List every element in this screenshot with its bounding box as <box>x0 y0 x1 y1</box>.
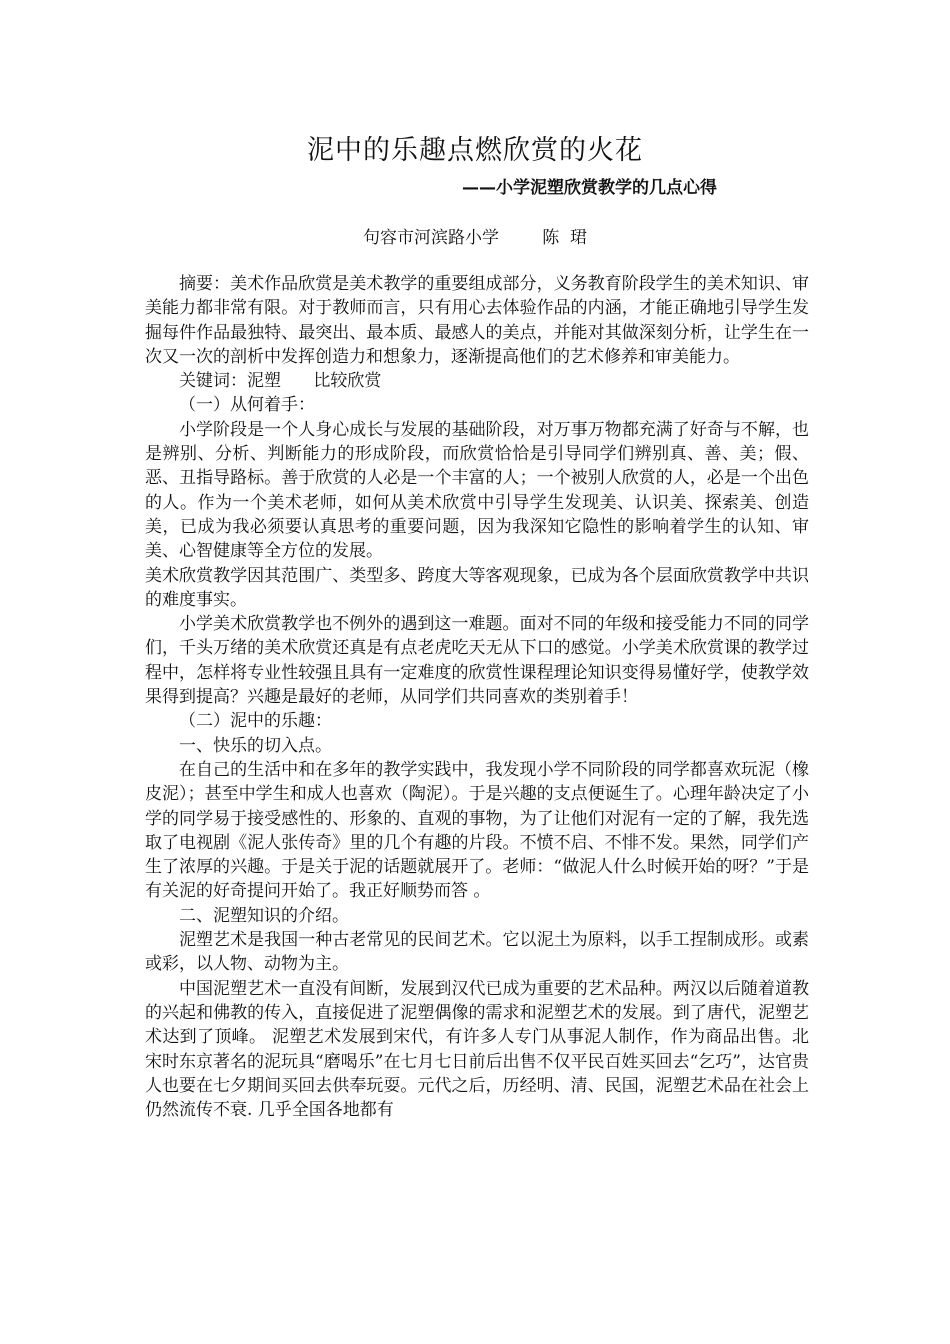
body-paragraph: 泥塑艺术是我国一种古老常见的民间艺术。它以泥土为原料，以手工捏制成形。或素或彩，以人物、动物为主。 <box>145 930 809 975</box>
body-paragraph: 美术欣赏教学因其范围广、类型多、跨度大等客观现象，已成为各个层面欣赏教学中共识的难度事实。 <box>145 565 809 610</box>
keywords-line: 关键词：泥塑 比较欣赏 <box>179 371 382 392</box>
body-paragraph: 中国泥塑艺术一直没有间断，发展到汉代已成为重要的艺术品种。两汉以后随着道教的兴起和佛教的传入，直接促进了泥塑偶像的需求和泥塑艺术的发展。到了唐代，泥塑艺术达到了顶峰。 泥塑艺术发展到宋代，有许多人专门从事泥人制作，作为商品出售。北宋时东京著名的泥玩具“磨喝乐”在七月七日前后出售不仅平民百姓买回去“乞巧”，达官贵人也要在七夕期间买回去供奉玩耍。元代之后，历经明、清、民国，泥塑艺术品在社会上仍然流传不衰. 几乎全国各地都有 <box>145 978 809 1121</box>
page-title: 泥中的乐趣点燃欣赏的火花 <box>307 135 643 166</box>
section-heading-2: （二）泥中的乐趣： <box>179 711 332 732</box>
article-body <box>145 272 809 1122</box>
body-paragraph: 小学阶段是一个人身心成长与发展的基础阶段，对万事万物都充满了好奇与不解，也是辨别、分析、判断能力的形成阶段，而欣赏恰恰是引导同学们辨别真、善、美；假、恶、丑指导路标。善于欣赏的人必是一个丰富的人；一个被别人欣赏的人，必是一个出色的人。作为一个美术老师，如何从美术欣赏中引导学生发现美、认识美、探索美、创造美，已成为我必须要认真思考的重要问题，因为我深知它隐性的影响着学生的认知、审美、心智健康等全方位的发展。 <box>145 419 809 562</box>
subsection-heading-2: 二、泥塑知识的介绍。 <box>179 905 349 926</box>
abstract-paragraph: 摘要：美术作品欣赏是美术教学的重要组成部分，义务教育阶段学生的美术知识、审美能力都非常有限。对于教师而言，只有用心去体验作品的内涵，才能正确地引导学生发掘每件作品最独特、最突出、最本质、最感人的美点，并能对其做深刻分析，让学生在一次又一次的剖析中发挥创造力和想象力，逐渐提高他们的艺术修养和审美能力。 <box>145 274 809 367</box>
page-subtitle: ——小学泥塑欣赏教学的几点心得 <box>462 178 717 198</box>
body-paragraph: 小学美术欣赏教学也不例外的遇到这一难题。面对不同的年级和接受能力不同的同学们，千头万绪的美术欣赏还真是有点老虎吃天无从下口的感觉。小学美术欣赏课的教学过程中，怎样将专业性较强且具有一定难度的欣赏性课程理论知识变得易懂好学，使教学效果得到提高？兴趣是最好的老师，从同学们共同喜欢的类别着手！ <box>145 614 809 708</box>
body-paragraph: 在自己的生活中和在多年的教学实践中，我发现小学不同阶段的同学都喜欢玩泥（橡皮泥）；甚至中学生和成人也喜欢（陶泥）。于是兴趣的支点便诞生了。心理年龄决定了小学的同学易于接受感性的、形象的、直观的事物，为了让他们对泥有一定的了解，我先选取了电视剧《泥人张传奇》里的几个有趣的片段。不愤不启、不悱不发。果然，同学们产生了浓厚的兴趣。于是关于泥的话题就展开了。老师：“做泥人什么时候开始的呀？”于是有关泥的好奇提问开始了。我正好顺势而答 。 <box>145 759 809 902</box>
subsection-heading-1: 一、快乐的切入点。 <box>179 735 332 756</box>
section-heading-1: （一）从何着手： <box>179 395 315 416</box>
author-line: 句容市河滨路小学 陈 珺 <box>362 228 588 248</box>
